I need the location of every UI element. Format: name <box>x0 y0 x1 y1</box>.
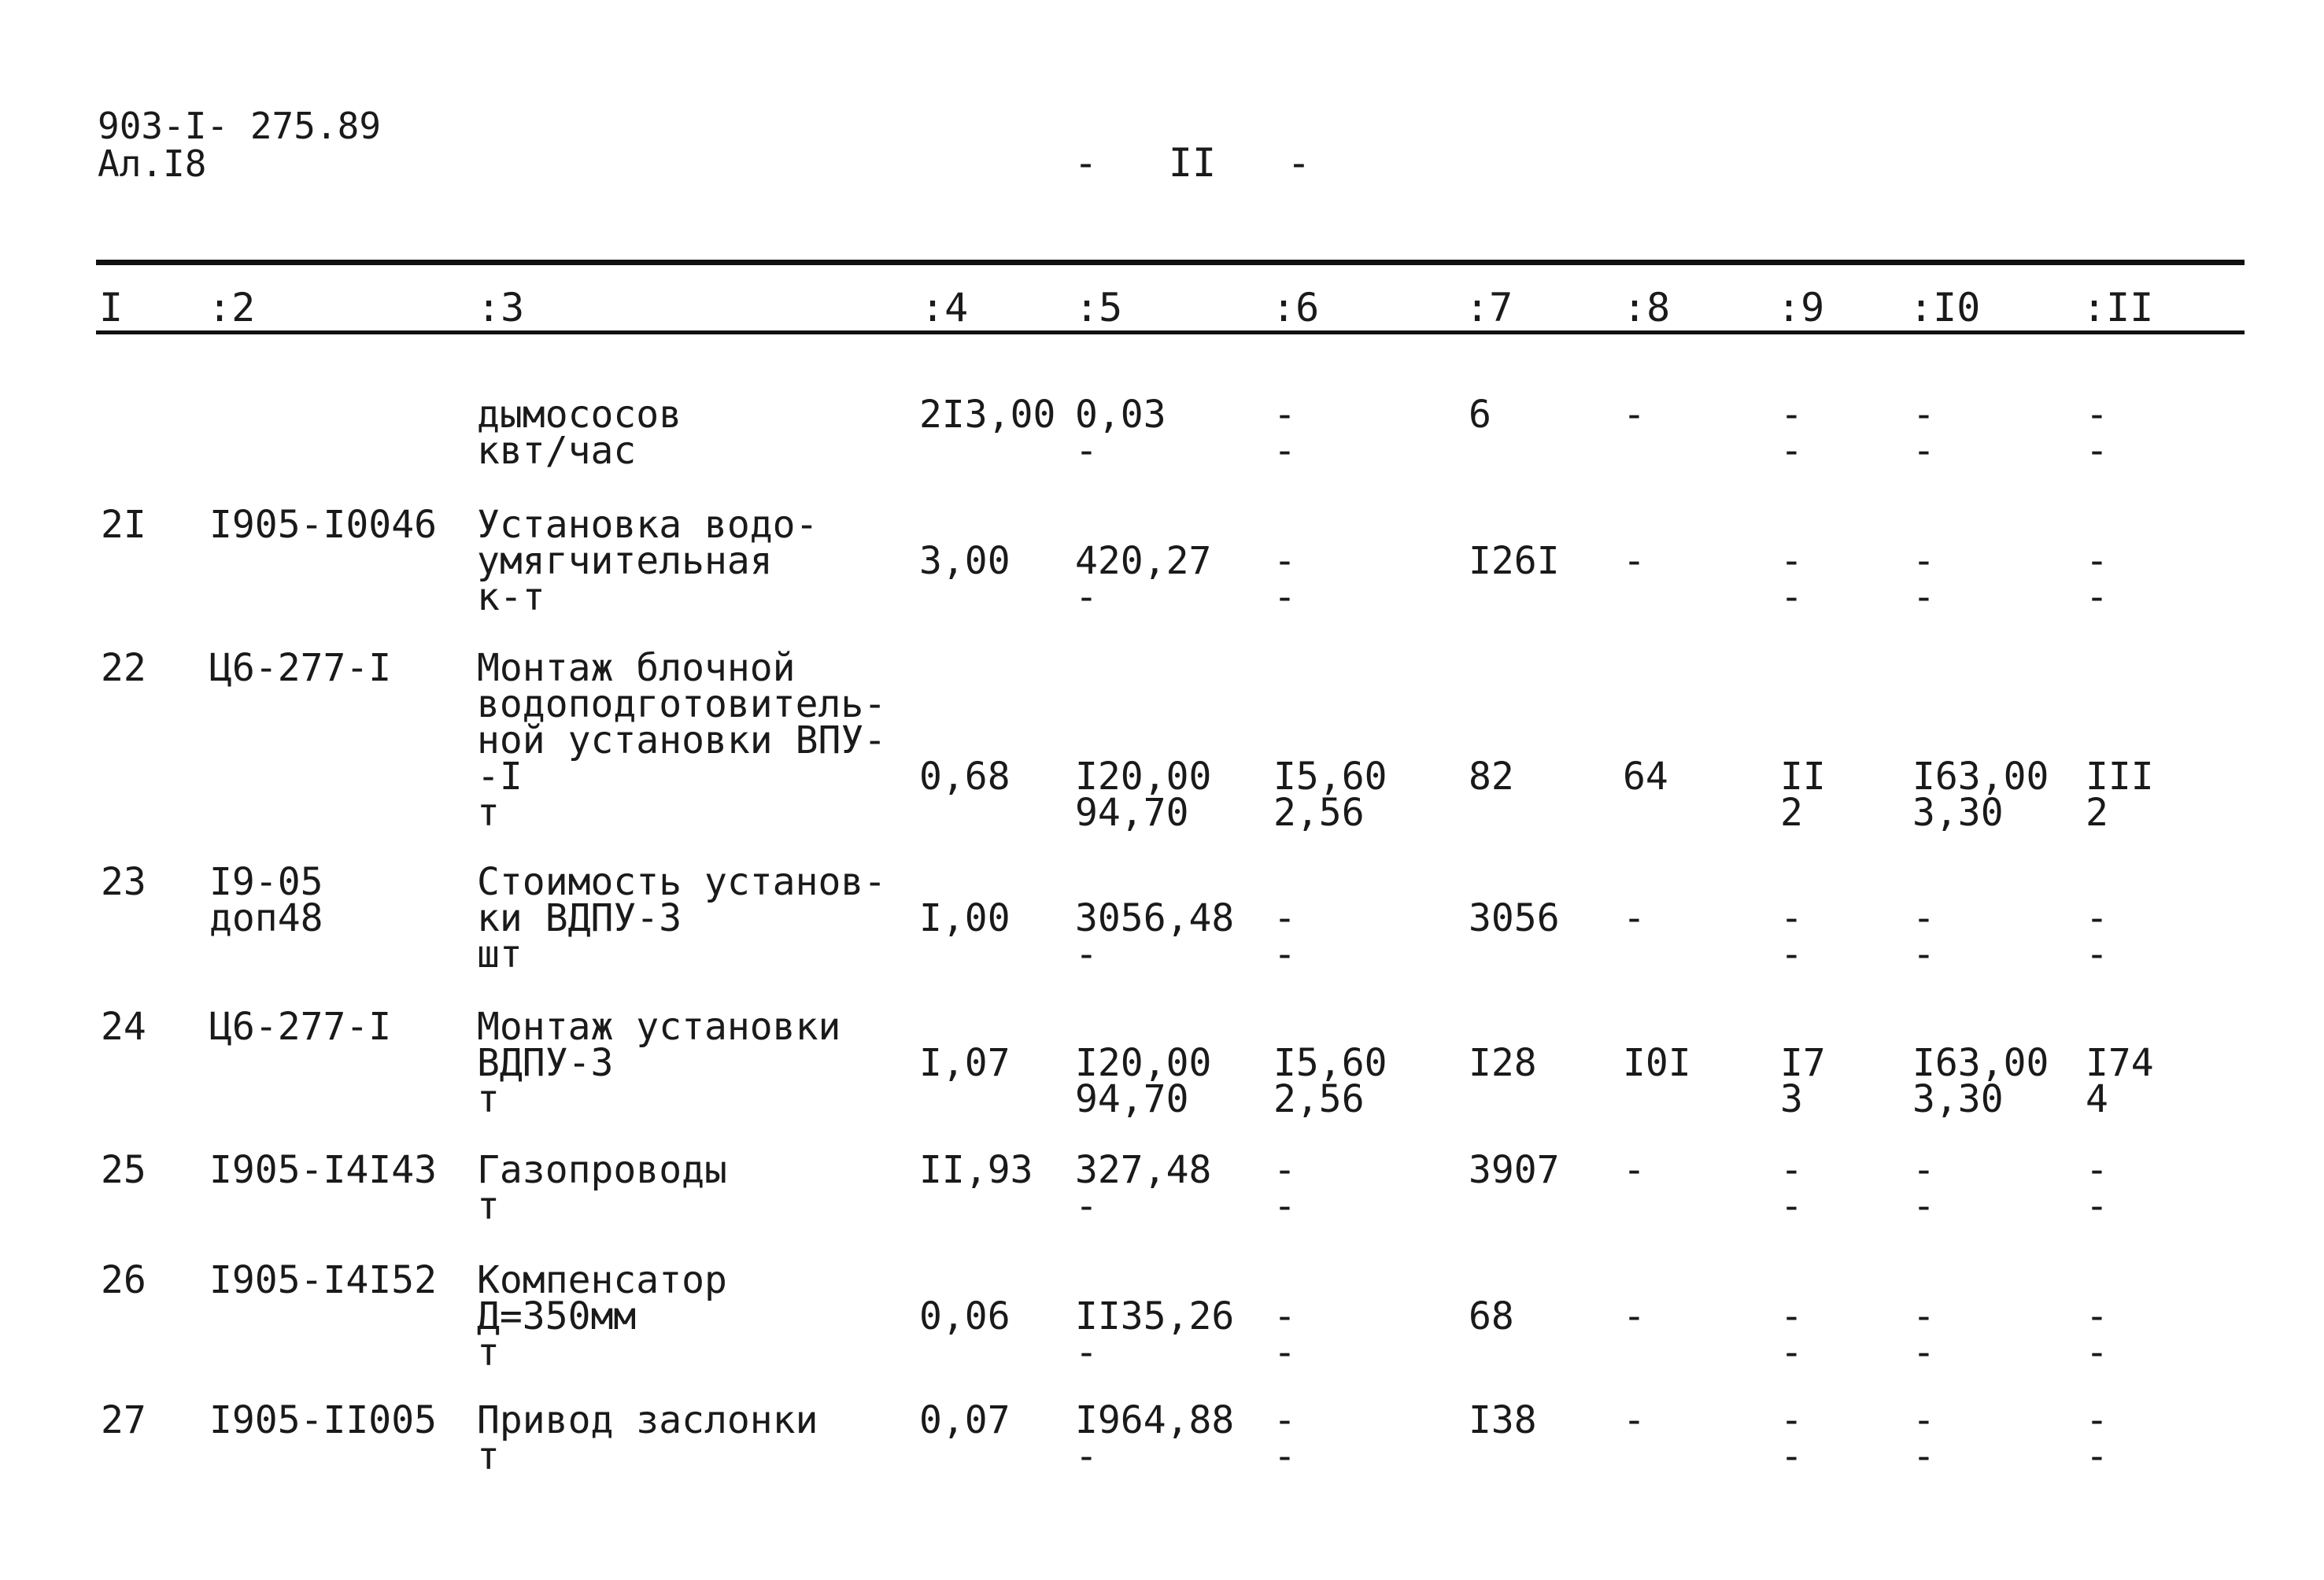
doc-sheet: Ал.I8 <box>98 142 207 185</box>
row-2-col-5-line: - <box>1075 575 1098 619</box>
row-7-col-5-line: II35,26 <box>1075 1294 1235 1338</box>
row-6-col-4 <box>919 1148 1033 1192</box>
row-6-col-3 <box>477 1148 727 1228</box>
row-7-col-11-line: - <box>2086 1294 2108 1338</box>
row-4-col-8 <box>1623 896 1646 940</box>
row-8-col-4 <box>919 1398 1011 1442</box>
row-8-col-6 <box>1273 1398 1296 1478</box>
row-5-col-11-line: 4 <box>2086 1077 2108 1121</box>
row-2-col-2 <box>209 503 437 547</box>
row-4-col-9-line: - <box>1780 932 1803 976</box>
row-1-col-7-line: 6 <box>1469 393 1491 437</box>
row-4-col-6 <box>1273 896 1296 976</box>
row-8-col-10 <box>1912 1398 1935 1478</box>
row-2-col-2-line: I905-I0046 <box>209 503 437 547</box>
row-2-col-1-line: 2I <box>101 503 146 547</box>
row-4-col-10 <box>1912 896 1935 976</box>
row-2-col-7 <box>1469 539 1560 583</box>
row-5-col-1-line: 24 <box>101 1005 146 1049</box>
row-5-col-5-line: 94,70 <box>1075 1077 1189 1121</box>
row-1-col-8 <box>1623 393 1646 437</box>
row-4-col-7-line: 3056 <box>1469 896 1560 940</box>
row-5-col-11-line: I74 <box>2086 1041 2154 1085</box>
row-8-col-7-line: I38 <box>1469 1398 1537 1442</box>
row-8-col-6-line: - <box>1273 1434 1296 1478</box>
row-4-col-11 <box>2086 896 2108 976</box>
row-3-col-6-line: 2,56 <box>1273 791 1365 835</box>
row-4-col-7 <box>1469 896 1560 940</box>
row-4-col-3-line: Стоимость установ- <box>477 860 887 904</box>
row-5-col-8-line: I0I <box>1623 1041 1691 1085</box>
row-4-col-1 <box>101 860 146 904</box>
row-5-col-10 <box>1912 1041 2049 1121</box>
row-5-col-7-line: I28 <box>1469 1041 1537 1085</box>
row-5-col-9 <box>1780 1041 1826 1121</box>
row-6-col-10-line: - <box>1912 1148 1935 1192</box>
row-3-col-2-line: Ц6-277-I <box>209 646 392 690</box>
row-8-col-5 <box>1075 1398 1235 1478</box>
row-6-col-3-line: Газопроводы <box>477 1148 727 1192</box>
row-3-col-3-line: т <box>477 791 500 835</box>
row-2-col-9 <box>1780 539 1803 619</box>
header-col-2: :2 <box>208 285 256 330</box>
row-3-col-4-line: 0,68 <box>919 755 1011 799</box>
row-1-col-6 <box>1273 393 1296 473</box>
row-3-col-9-line: 2 <box>1780 791 1803 835</box>
row-1-col-9-line: - <box>1780 393 1803 437</box>
header-col-11: :II <box>2082 285 2154 330</box>
row-6-col-9-line: - <box>1780 1184 1803 1228</box>
row-3-col-7-line: 82 <box>1469 755 1514 799</box>
row-5-col-10-line: I63,00 <box>1912 1041 2049 1085</box>
row-3-col-10-line: I63,00 <box>1912 755 2049 799</box>
row-3-col-8 <box>1623 755 1668 799</box>
row-7-col-5-line: - <box>1075 1331 1098 1375</box>
row-7-col-3-line: Д=350мм <box>477 1294 637 1338</box>
row-5-col-9-line: 3 <box>1780 1077 1803 1121</box>
row-7-col-9 <box>1780 1294 1803 1375</box>
row-5-col-6-line: I5,60 <box>1273 1041 1387 1085</box>
row-1-col-5-line: 0,03 <box>1075 393 1166 437</box>
row-6-col-11-line: - <box>2086 1184 2108 1228</box>
row-5-col-2 <box>209 1005 392 1049</box>
row-7-col-7-line: 68 <box>1469 1294 1514 1338</box>
row-7-col-1 <box>101 1258 146 1302</box>
row-6-col-3-line: т <box>477 1184 500 1228</box>
row-4-col-8-line: - <box>1623 896 1646 940</box>
row-2-col-7-line: I26I <box>1469 539 1560 583</box>
row-8-col-2 <box>209 1398 437 1442</box>
row-2-col-3-line: Установка водо- <box>477 503 818 547</box>
header-col-9: :9 <box>1777 285 1825 330</box>
row-1-col-5-line: - <box>1075 429 1098 473</box>
row-7-col-2-line: I905-I4I52 <box>209 1258 437 1302</box>
row-8-col-11 <box>2086 1398 2108 1478</box>
row-2-col-11-line: - <box>2086 575 2108 619</box>
row-2-col-4 <box>919 539 1011 583</box>
row-8-col-9-line: - <box>1780 1398 1803 1442</box>
row-7-col-10-line: - <box>1912 1331 1935 1375</box>
row-4-col-1-line: 23 <box>101 860 146 904</box>
row-7-col-8-line: - <box>1623 1294 1646 1338</box>
row-7-col-4-line: 0,06 <box>919 1294 1011 1338</box>
row-1-col-10-line: - <box>1912 429 1935 473</box>
row-7-col-6 <box>1273 1294 1296 1375</box>
row-6-col-6 <box>1273 1148 1296 1228</box>
row-7-col-9-line: - <box>1780 1331 1803 1375</box>
row-2-col-6 <box>1273 539 1296 619</box>
row-6-col-7-line: 3907 <box>1469 1148 1560 1192</box>
row-4-col-3 <box>477 860 887 976</box>
row-5-col-7 <box>1469 1041 1537 1085</box>
row-3-col-5-line: I20,00 <box>1075 755 1212 799</box>
row-5-col-8 <box>1623 1041 1691 1085</box>
row-7-col-3 <box>477 1258 727 1375</box>
header-col-6: :6 <box>1272 285 1320 330</box>
row-2-col-11 <box>2086 539 2108 619</box>
row-8-col-9-line: - <box>1780 1434 1803 1478</box>
row-8-col-5-line: - <box>1075 1434 1098 1478</box>
row-6-col-4-line: II,93 <box>919 1148 1033 1192</box>
row-8-col-10-line: - <box>1912 1398 1935 1442</box>
row-1-col-3-line: дымососов <box>477 393 682 437</box>
row-4-col-9-line: - <box>1780 896 1803 940</box>
row-3-col-3-line: водоподготовитель- <box>477 682 887 726</box>
row-2-col-6-line: - <box>1273 539 1296 583</box>
row-2-col-4-line: 3,00 <box>919 539 1011 583</box>
row-4-col-5 <box>1075 896 1235 976</box>
row-2-col-10 <box>1912 539 1935 619</box>
row-1-col-10-line: - <box>1912 393 1935 437</box>
row-5-col-5-line: I20,00 <box>1075 1041 1212 1085</box>
row-5-col-3-line: т <box>477 1077 500 1121</box>
row-8-col-5-line: I964,88 <box>1075 1398 1235 1442</box>
header-col-5: :5 <box>1075 285 1123 330</box>
row-6-col-9-line: - <box>1780 1148 1803 1192</box>
row-6-col-11 <box>2086 1148 2108 1228</box>
row-1-col-3-line: квт/час <box>477 429 637 473</box>
row-7-col-5 <box>1075 1294 1235 1375</box>
row-5-col-4-line: I,07 <box>919 1041 1011 1085</box>
doc-code-number: 903-I- 275.89 <box>98 105 382 147</box>
row-7-col-10-line: - <box>1912 1294 1935 1338</box>
row-4-col-10-line: - <box>1912 932 1935 976</box>
row-3-col-9-line: II <box>1780 755 1826 799</box>
row-5-col-2-line: Ц6-277-I <box>209 1005 392 1049</box>
row-1-col-8-line: - <box>1623 393 1646 437</box>
row-7-col-1-line: 26 <box>101 1258 146 1302</box>
row-4-col-6-line: - <box>1273 896 1296 940</box>
row-7-col-7 <box>1469 1294 1514 1338</box>
row-4-col-9 <box>1780 896 1803 976</box>
header-col-1: I <box>99 285 124 330</box>
row-6-col-11-line: - <box>2086 1148 2108 1192</box>
row-2-col-10-line: - <box>1912 575 1935 619</box>
row-5-col-4 <box>919 1041 1011 1085</box>
row-8-col-2-line: I905-II005 <box>209 1398 437 1442</box>
row-8-col-6-line: - <box>1273 1398 1296 1442</box>
row-5-col-9-line: I7 <box>1780 1041 1826 1085</box>
row-3-col-8-line: 64 <box>1623 755 1668 799</box>
row-4-col-11-line: - <box>2086 932 2108 976</box>
row-6-col-1 <box>101 1148 146 1192</box>
header-col-4: :4 <box>921 285 969 330</box>
row-5-col-10-line: 3,30 <box>1912 1077 2004 1121</box>
row-1-col-11-line: - <box>2086 393 2108 437</box>
row-5-col-1 <box>101 1005 146 1049</box>
row-1-col-6-line: - <box>1273 429 1296 473</box>
row-5-col-6 <box>1273 1041 1387 1121</box>
row-3-col-7 <box>1469 755 1514 799</box>
row-7-col-9-line: - <box>1780 1294 1803 1338</box>
row-1-col-3 <box>477 393 682 473</box>
row-7-col-2 <box>209 1258 437 1302</box>
row-2-col-8-line: - <box>1623 539 1646 583</box>
row-6-col-5 <box>1075 1148 1212 1228</box>
row-1-col-9 <box>1780 393 1803 473</box>
row-4-col-3-line: ки ВДПУ-3 <box>477 896 682 940</box>
row-6-col-9 <box>1780 1148 1803 1228</box>
row-6-col-1-line: 25 <box>101 1148 146 1192</box>
row-4-col-5-line: - <box>1075 932 1098 976</box>
row-2-col-9-line: - <box>1780 539 1803 583</box>
row-3-col-11-line: 2 <box>2086 791 2108 835</box>
row-5-col-3 <box>477 1005 841 1121</box>
row-4-col-11-line: - <box>2086 896 2108 940</box>
row-4-col-4-line: I,00 <box>919 896 1011 940</box>
row-7-col-3-line: Компенсатор <box>477 1258 727 1302</box>
row-8-col-3 <box>477 1398 818 1478</box>
row-6-col-2-line: I905-I4I43 <box>209 1148 437 1192</box>
row-8-col-11-line: - <box>2086 1398 2108 1442</box>
row-2-col-11-line: - <box>2086 539 2108 583</box>
row-1-col-5 <box>1075 393 1166 473</box>
row-2-col-1 <box>101 503 146 547</box>
row-2-col-10-line: - <box>1912 539 1935 583</box>
row-3-col-6 <box>1273 755 1387 835</box>
row-3-col-3-line: Монтаж блочной <box>477 646 796 690</box>
row-3-col-3 <box>477 646 887 835</box>
row-8-col-8-line: - <box>1623 1398 1646 1442</box>
row-6-col-7 <box>1469 1148 1560 1192</box>
row-5-col-6-line: 2,56 <box>1273 1077 1365 1121</box>
row-2-col-3-line: умягчительная <box>477 539 773 583</box>
row-3-col-6-line: I5,60 <box>1273 755 1387 799</box>
row-2-col-6-line: - <box>1273 575 1296 619</box>
row-2-col-9-line: - <box>1780 575 1803 619</box>
row-2-col-3-line: к-т <box>477 575 545 619</box>
row-4-col-6-line: - <box>1273 932 1296 976</box>
row-6-col-10 <box>1912 1148 1935 1228</box>
row-4-col-4 <box>919 896 1011 940</box>
row-4-col-2 <box>209 860 323 940</box>
row-7-col-6-line: - <box>1273 1294 1296 1338</box>
row-1-col-11 <box>2086 393 2108 473</box>
row-6-col-6-line: - <box>1273 1148 1296 1192</box>
header-col-3: :3 <box>477 285 525 330</box>
row-3-col-9 <box>1780 755 1826 835</box>
row-2-col-5-line: 420,27 <box>1075 539 1212 583</box>
row-8-col-9 <box>1780 1398 1803 1478</box>
row-7-col-4 <box>919 1294 1011 1338</box>
row-7-col-6-line: - <box>1273 1331 1296 1375</box>
row-6-col-8 <box>1623 1148 1646 1192</box>
page-number: - II - <box>1073 140 1311 186</box>
row-3-col-4 <box>919 755 1011 799</box>
row-7-col-11 <box>2086 1294 2108 1375</box>
row-3-col-10-line: 3,30 <box>1912 791 2004 835</box>
header-col-10: :I0 <box>1909 285 1981 330</box>
row-7-col-10 <box>1912 1294 1935 1375</box>
row-3-col-5-line: 94,70 <box>1075 791 1189 835</box>
row-1-col-4-line: 2I3,00 <box>919 393 1056 437</box>
row-7-col-11-line: - <box>2086 1331 2108 1375</box>
row-3-col-11 <box>2086 755 2154 835</box>
row-3-col-2 <box>209 646 392 690</box>
row-6-col-5-line: - <box>1075 1184 1098 1228</box>
row-3-col-11-line: III <box>2086 755 2154 799</box>
row-3-col-1 <box>101 646 146 690</box>
row-7-col-8 <box>1623 1294 1646 1338</box>
row-1-col-6-line: - <box>1273 393 1296 437</box>
row-8-col-7 <box>1469 1398 1537 1442</box>
row-6-col-8-line: - <box>1623 1148 1646 1192</box>
row-6-col-6-line: - <box>1273 1184 1296 1228</box>
row-4-col-2-line: доп48 <box>209 896 323 940</box>
row-8-col-11-line: - <box>2086 1434 2108 1478</box>
row-5-col-5 <box>1075 1041 1212 1121</box>
header-col-8: :8 <box>1623 285 1671 330</box>
row-2-col-3 <box>477 503 818 619</box>
row-3-col-5 <box>1075 755 1212 835</box>
row-8-col-3-line: Привод заслонки <box>477 1398 818 1442</box>
row-2-col-5 <box>1075 539 1212 619</box>
row-4-col-10-line: - <box>1912 896 1935 940</box>
row-8-col-4-line: 0,07 <box>919 1398 1011 1442</box>
row-5-col-11 <box>2086 1041 2154 1121</box>
row-4-col-5-line: 3056,48 <box>1075 896 1235 940</box>
row-6-col-2 <box>209 1148 437 1192</box>
row-1-col-7 <box>1469 393 1491 437</box>
row-8-col-8 <box>1623 1398 1646 1442</box>
row-5-col-3-line: Монтаж установки <box>477 1005 841 1049</box>
row-1-col-11-line: - <box>2086 429 2108 473</box>
row-1-col-10 <box>1912 393 1935 473</box>
row-1-col-9-line: - <box>1780 429 1803 473</box>
row-8-col-3-line: т <box>477 1434 500 1478</box>
row-4-col-3-line: шт <box>477 932 523 976</box>
header-col-7: :7 <box>1465 285 1513 330</box>
row-3-col-1-line: 22 <box>101 646 146 690</box>
row-6-col-5-line: 327,48 <box>1075 1148 1212 1192</box>
row-3-col-3-line: ной установки ВПУ- <box>477 718 887 762</box>
row-1-col-4 <box>919 393 1056 437</box>
row-2-col-8 <box>1623 539 1646 583</box>
row-8-col-1-line: 27 <box>101 1398 146 1442</box>
row-8-col-10-line: - <box>1912 1434 1935 1478</box>
row-7-col-3-line: т <box>477 1331 500 1375</box>
row-8-col-1 <box>101 1398 146 1442</box>
row-3-col-10 <box>1912 755 2049 835</box>
row-4-col-2-line: I9-05 <box>209 860 323 904</box>
row-6-col-10-line: - <box>1912 1184 1935 1228</box>
row-5-col-3-line: ВДПУ-3 <box>477 1041 614 1085</box>
row-3-col-3-line: -I <box>477 755 523 799</box>
